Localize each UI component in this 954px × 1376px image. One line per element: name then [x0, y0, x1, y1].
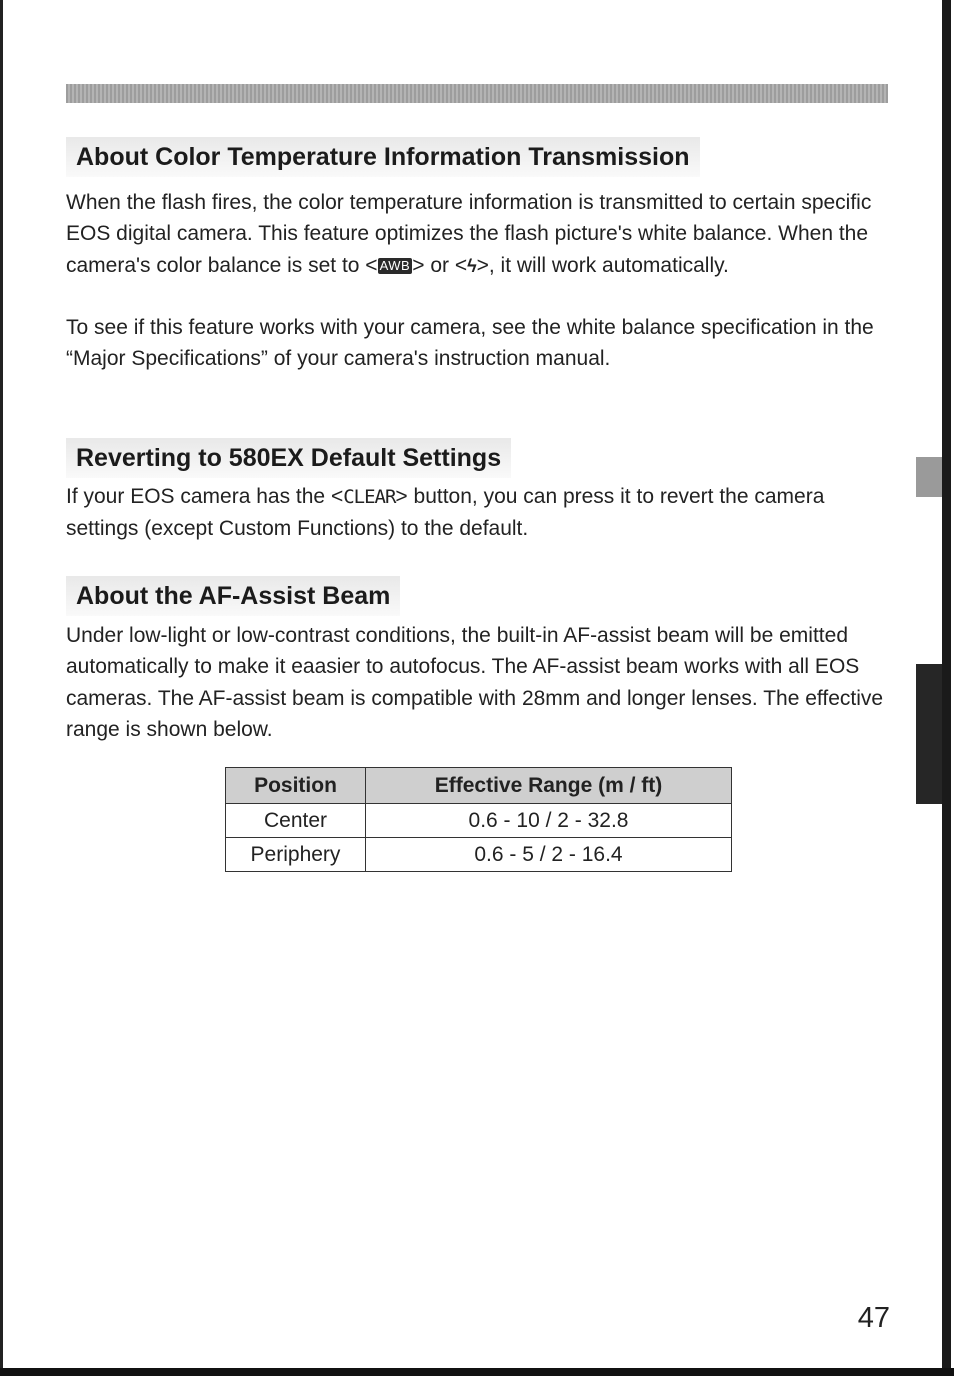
- paragraph-af-assist-beam: Under low-light or low-contrast conditions, the built-in AF-assist beam will be emitted automatically to make it eaasier to autofocus. The AF-assist beam works with all EOS cameras. The AF-assist beam is compatible with 28mm and longer lenses. The effective range is shown below.: [66, 624, 884, 741]
- header-bar: [66, 84, 888, 103]
- clear-button-icon: CLEAR: [343, 486, 396, 508]
- text-run: > or <: [412, 253, 468, 277]
- page-number: 47: [857, 1302, 890, 1334]
- table-cell-range: 0.6 - 10 / 2 - 32.8: [366, 804, 732, 838]
- thumb-index-tab-light: [916, 457, 942, 497]
- paragraph-color-temperature-1: [66, 187, 896, 282]
- page-edge-right: [942, 0, 951, 1376]
- awb-icon: AWB: [379, 257, 411, 273]
- heading-reverting-defaults: Reverting to 580EX Default Settings: [66, 438, 511, 478]
- text-run: >, it will work automatically.: [476, 253, 729, 277]
- effective-range-table: [225, 767, 732, 872]
- heading-color-temperature: About Color Temperature Information Transmission: [66, 137, 700, 177]
- heading-af-assist-beam: About the AF-Assist Beam: [66, 576, 400, 616]
- table-row: [226, 838, 732, 872]
- text-run: When the flash fires, the color temperature information is transmitted to certain specific EOS digital camera. This feature optimizes the flash picture's white balance. When the camera's color balance is set to <: [66, 191, 872, 277]
- table-row: [226, 804, 732, 838]
- table-cell-range: 0.6 - 5 / 2 - 16.4: [366, 838, 732, 872]
- column-header-position: Position: [226, 768, 366, 804]
- thumb-index-tab-dark: [916, 664, 942, 804]
- table-cell-position: Periphery: [226, 838, 366, 872]
- column-header-effective-range: Effective Range (m / ft): [366, 768, 732, 804]
- paragraph-reverting-defaults: [66, 481, 896, 545]
- text-run: If your EOS camera has the <: [66, 485, 344, 508]
- page-edge-left: [0, 0, 3, 1376]
- page-edge-bottom: [0, 1368, 954, 1376]
- flash-icon: ϟ: [467, 255, 477, 276]
- paragraph-color-temperature-2: To see if this feature works with your camera, see the white balance specification in the “Major Specifications” of your camera's instruction manual.: [66, 316, 874, 371]
- text-run: > button, you can press it to revert the camera settings (except Custom Functions) to the default.: [66, 485, 825, 541]
- table-header-row: [226, 768, 732, 804]
- table-cell-position: Center: [226, 804, 366, 838]
